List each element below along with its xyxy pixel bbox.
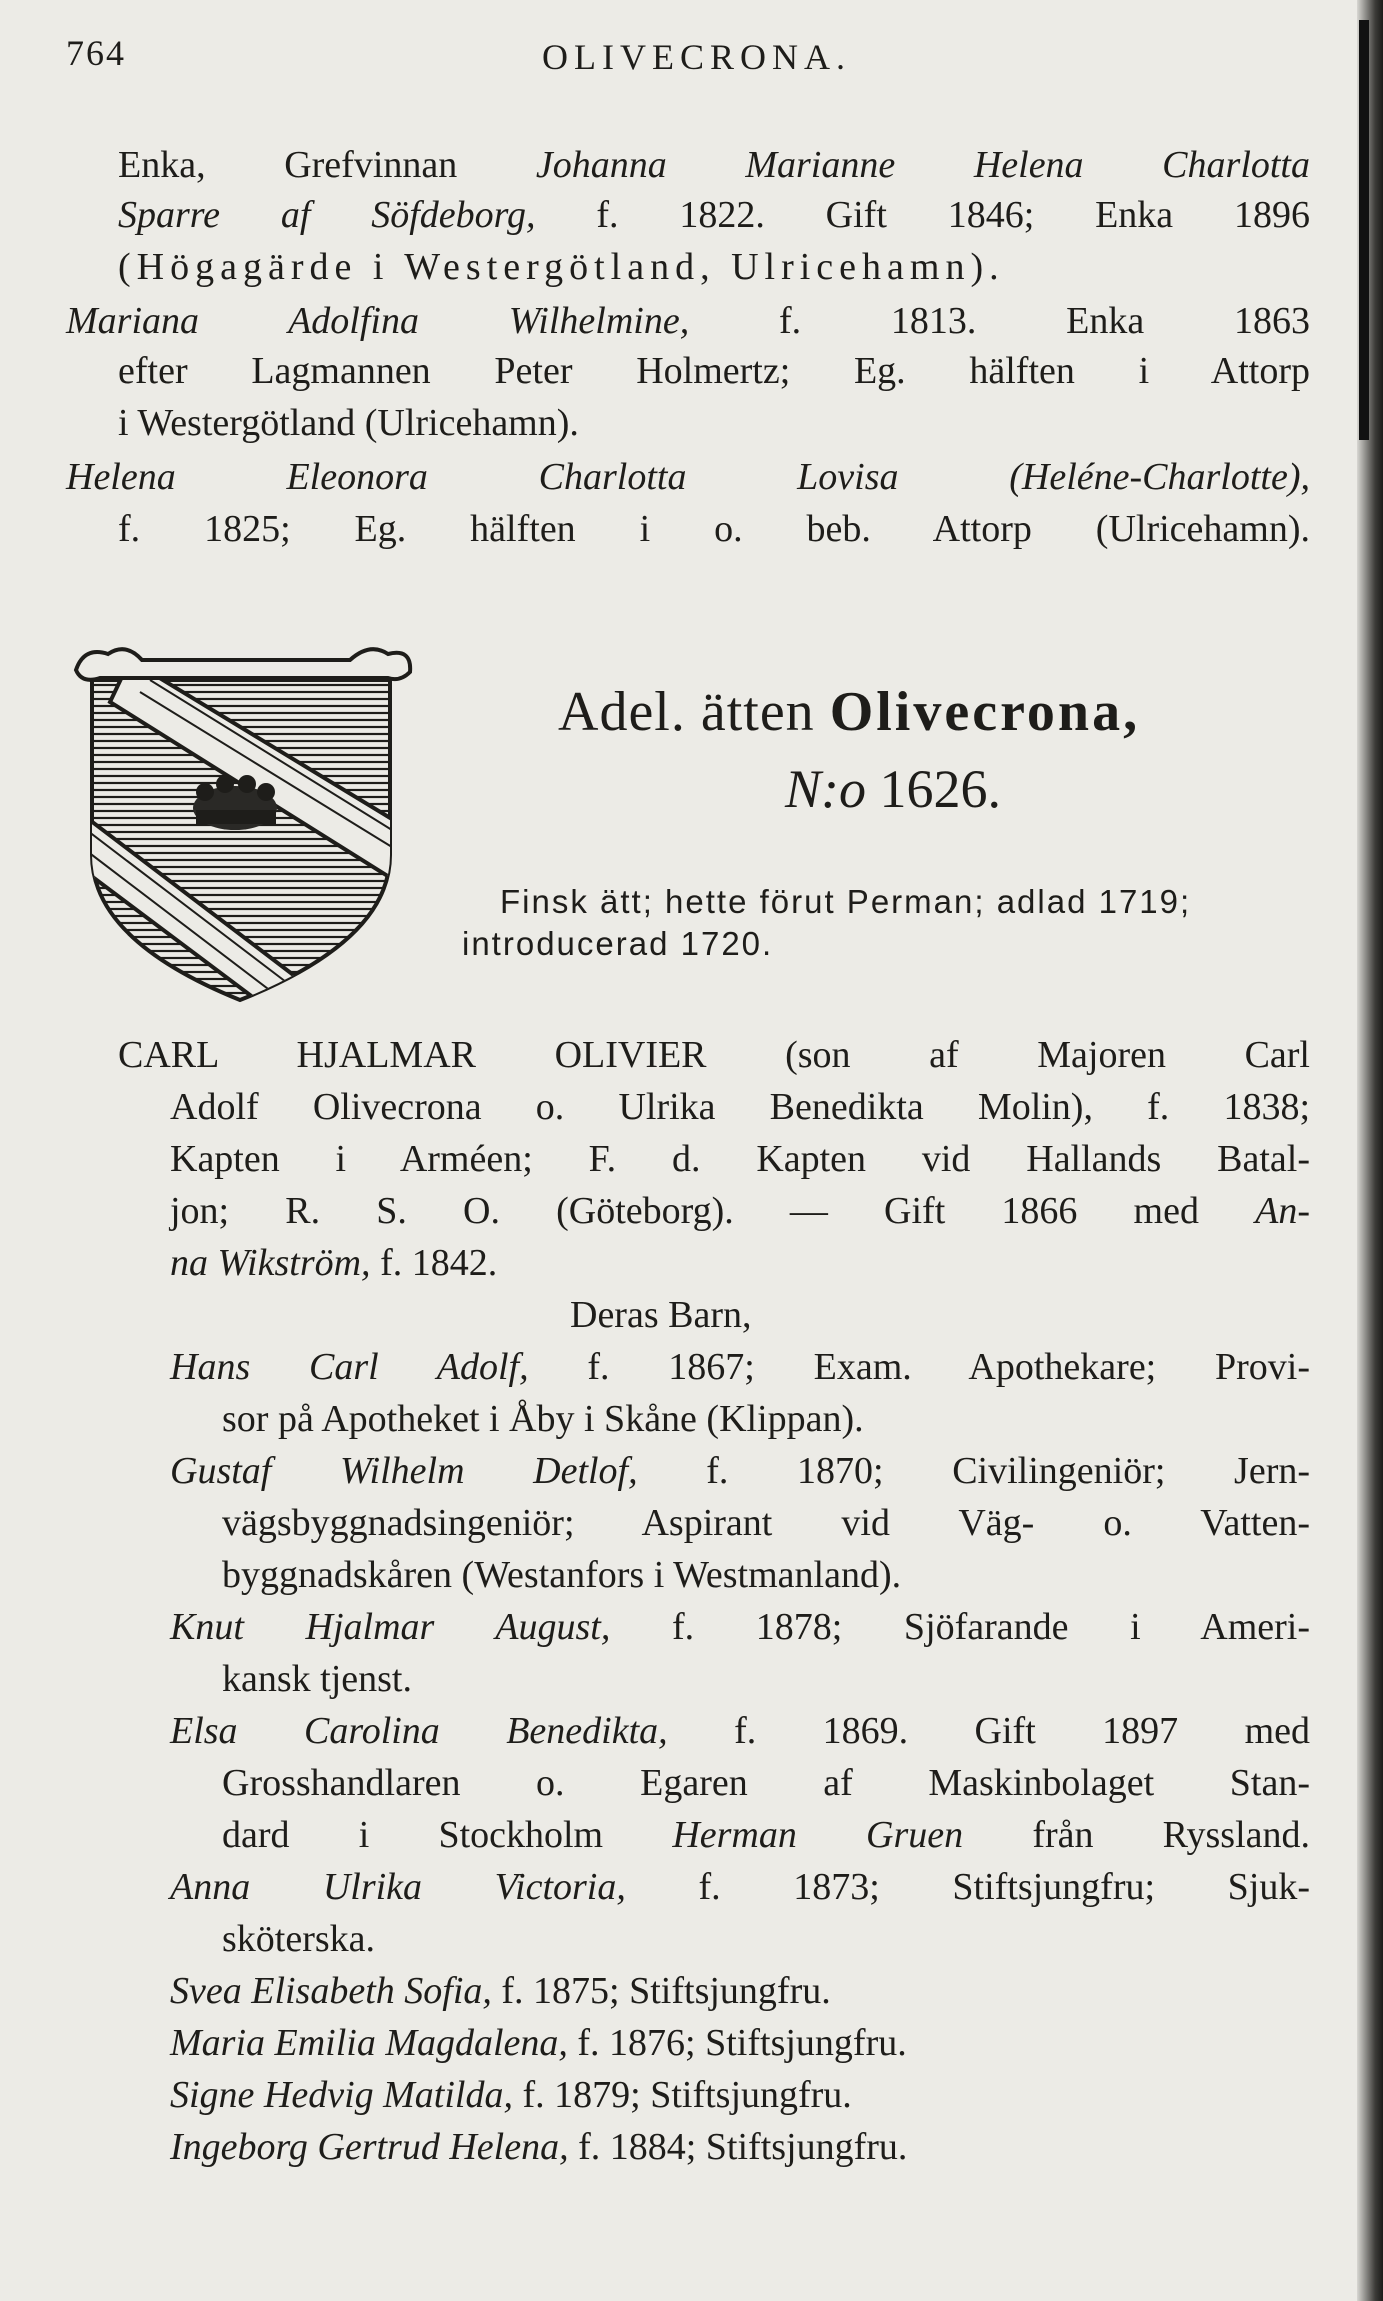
child-line [170, 2070, 852, 2120]
person-name: Knut Hjalmar August, [170, 1606, 611, 1648]
entry-line [118, 242, 1005, 292]
text-run: f. 1878; Sjöfarande i Ameri- [610, 1606, 1310, 1648]
child-line [222, 1654, 412, 1704]
child-line [170, 2122, 907, 2172]
text-run: Kapten i Arméen; F. d. Kapten vid Hallands Batal- [170, 1138, 1310, 1180]
text-run: f. 1884; Stiftsjungfru. [568, 2126, 908, 2168]
person-name: Gustaf Wilhelm Detlof, [170, 1450, 638, 1492]
child-line [170, 1446, 1310, 1496]
family-title [558, 680, 1228, 744]
family-number [785, 758, 1001, 820]
entry-line [66, 452, 1310, 502]
person-name: Maria Emilia Magdalena, [170, 2022, 568, 2064]
child-line [222, 1550, 901, 1600]
title-prefix: Adel. ätten [558, 681, 830, 743]
person-name: Anna Ulrika Victoria, [170, 1866, 626, 1908]
person-name: Signe Hedvig Matilda, [170, 2074, 513, 2116]
text-run: Enka, Grefvinnan [118, 144, 536, 186]
text-run: f. 1876; Stiftsjungfru. [567, 2022, 907, 2064]
running-head: OLIVECRONA. [542, 37, 851, 77]
child-line [170, 2018, 907, 2068]
text-run: byggnadskåren (Westanfors i Westmanland). [222, 1554, 902, 1596]
main-entry-line [170, 1238, 497, 1288]
entry-line [118, 346, 1310, 396]
child-line [222, 1914, 375, 1964]
text-run: f. 1813. Enka 1863 [689, 300, 1310, 342]
child-line [222, 1394, 864, 1444]
person-name: Helena Eleonora Charlotta Lovisa (Heléne-Charlotte), [66, 456, 1310, 498]
main-entry-line [170, 1134, 1310, 1184]
text-run: f. 1867; Exam. Apothekare; Provi- [528, 1346, 1311, 1388]
text-run: f. 1873; Stiftsjungfru; Sjuk- [625, 1866, 1310, 1908]
page-header [66, 32, 851, 80]
text-run: f. 1869. Gift 1897 med [667, 1710, 1310, 1752]
entry-line [118, 504, 1310, 554]
entry-line [118, 140, 1310, 190]
person-name: Elsa Carolina Benedikta, [170, 1710, 668, 1752]
number-label: N:o [785, 759, 866, 819]
text-run: f. 1822. Gift 1846; Enka 1896 [535, 194, 1310, 236]
child-line [170, 1706, 1310, 1756]
person-name: Svea Elisabeth Sofia, [170, 1970, 492, 2012]
text-run: i Westergötland (Ulricehamn). [118, 402, 579, 444]
entry-line [118, 398, 579, 448]
text-run: kansk tjenst. [222, 1658, 412, 1700]
person-name: Ingeborg Gertrud Helena, [170, 2126, 569, 2168]
text-run: från Ryssland. [963, 1814, 1311, 1856]
child-line [170, 1602, 1310, 1652]
child-line [170, 1342, 1310, 1392]
text-run: dard i Stockholm [222, 1814, 673, 1856]
text-run: sköterska. [222, 1918, 376, 1960]
text-run: (Högagärde i Westergötland, Ulricehamn). [118, 246, 1005, 288]
coat-of-arms-image [70, 640, 415, 1005]
page-number: 764 [66, 33, 126, 73]
main-entry-line [170, 1082, 1310, 1132]
binding-shadow [1359, 20, 1369, 440]
person-name: Hans Carl Adolf, [170, 1346, 529, 1388]
person-name: na Wikström, [170, 1242, 371, 1284]
child-line [222, 1758, 1310, 1808]
text-run: vägsbyggnadsingeniör; Aspirant vid Väg- o. Vatten- [222, 1502, 1310, 1544]
text-run: f. 1825; Eg. hälften i o. beb. Attorp (Ulricehamn). [118, 508, 1310, 550]
number-value: 1626. [866, 759, 1001, 819]
child-line [222, 1810, 1310, 1860]
text-run: f. 1870; Civilingeniör; Jern- [637, 1450, 1311, 1492]
child-line [170, 1966, 831, 2016]
child-line [222, 1498, 1310, 1548]
origin-note: Finsk ätt; hette förut Perman; adlad 1719; [500, 883, 1192, 920]
person-name: Herman Gruen [672, 1814, 964, 1856]
person-name: Mariana Adolfina Wilhelmine, [66, 300, 690, 342]
text-run: sor på Apotheket i Åby i Skåne (Klippan). [222, 1398, 864, 1440]
family-name: Olivecrona, [829, 681, 1141, 743]
text-run: jon; R. S. O. (Göteborg). — Gift 1866 med [170, 1190, 1256, 1232]
text-run: CARL HJALMAR OLIVIER (son af Majoren Carl [118, 1034, 1310, 1076]
text-run: f. 1879; Stiftsjungfru. [512, 2074, 852, 2116]
person-name: Johanna Marianne Helena Charlotta [535, 144, 1310, 186]
children-heading: Deras Barn, [570, 1294, 752, 1336]
entry-line [66, 296, 1310, 346]
text-run: Grosshandlaren o. Egaren af Maskinbolaget Stan- [222, 1762, 1310, 1804]
main-entry-line [170, 1186, 1310, 1236]
text-run: efter Lagmannen Peter Holmertz; Eg. hälften i Attorp [118, 350, 1310, 392]
child-line [170, 1862, 1310, 1912]
entry-line [118, 190, 1310, 240]
main-entry-line [118, 1030, 1310, 1080]
text-run: f. 1875; Stiftsjungfru. [491, 1970, 831, 2012]
person-name: An- [1255, 1190, 1310, 1232]
person-name: Sparre af Söfdeborg, [118, 194, 536, 236]
origin-note: introducerad 1720. [462, 925, 774, 962]
text-run: Adolf Olivecrona o. Ulrika Benedikta Molin), f. 1838; [170, 1086, 1310, 1128]
text-run: f. 1842. [370, 1242, 498, 1284]
